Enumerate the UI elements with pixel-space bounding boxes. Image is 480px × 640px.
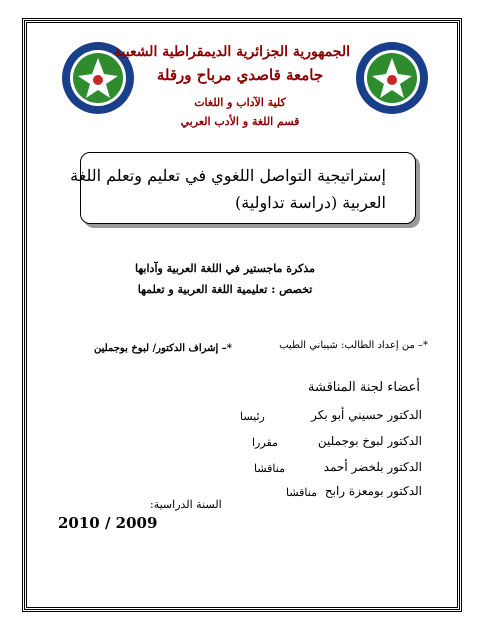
committee-member-role: مقررا <box>252 436 278 449</box>
faculty-name: كلية الآداب و اللغات <box>194 96 286 109</box>
committee-member-role: رئيسا <box>240 410 265 423</box>
department-name: قسم اللغة و الأدب العربي <box>180 115 300 128</box>
academic-year-label: السنة الدراسية: <box>150 498 222 511</box>
university-name: جامعة قاصدي مرباح ورقلة <box>156 66 324 84</box>
republic-name: الجمهورية الجزائرية الديمقراطية الشعبية <box>113 44 350 60</box>
supervisor-name: *– إشراف الدكتور/ لبوخ بوجملين <box>94 343 233 354</box>
thesis-title-line-1: إستراتيجية التواصل اللغوي في تعليم وتعلم اللغة <box>70 166 386 185</box>
academic-year-value: 2010 / 2009 <box>58 514 158 532</box>
committee-member-name: الدكتور بلخضر أحمد <box>323 460 422 474</box>
committee-member-role: مناقشا <box>254 462 285 475</box>
university-logo-right <box>354 40 430 116</box>
committee-member-name: الدكتور لبوخ بوجملين <box>317 434 422 448</box>
student-name: *– من إعداد الطالب: شيباني الطيب <box>279 340 428 351</box>
committee-member-name: الدكتور حسيني أبو بكر <box>311 408 422 422</box>
university-seal-icon <box>354 40 430 116</box>
specialty-text: تخصص : تعليمية اللغة العربية و تعلمها <box>137 283 313 296</box>
thesis-title-line-2: العربية (دراسة تداولية) <box>235 193 386 212</box>
committee-member-name: الدكتور بومعزة رابح <box>324 484 422 498</box>
thesis-title-box <box>80 152 416 224</box>
committee-title: أعضاء لجنة المناقشة <box>308 380 420 395</box>
committee-member-role: مناقشا <box>286 486 317 499</box>
degree-text: مذكرة ماجستير في اللغة العربية وآدابها <box>135 262 315 275</box>
